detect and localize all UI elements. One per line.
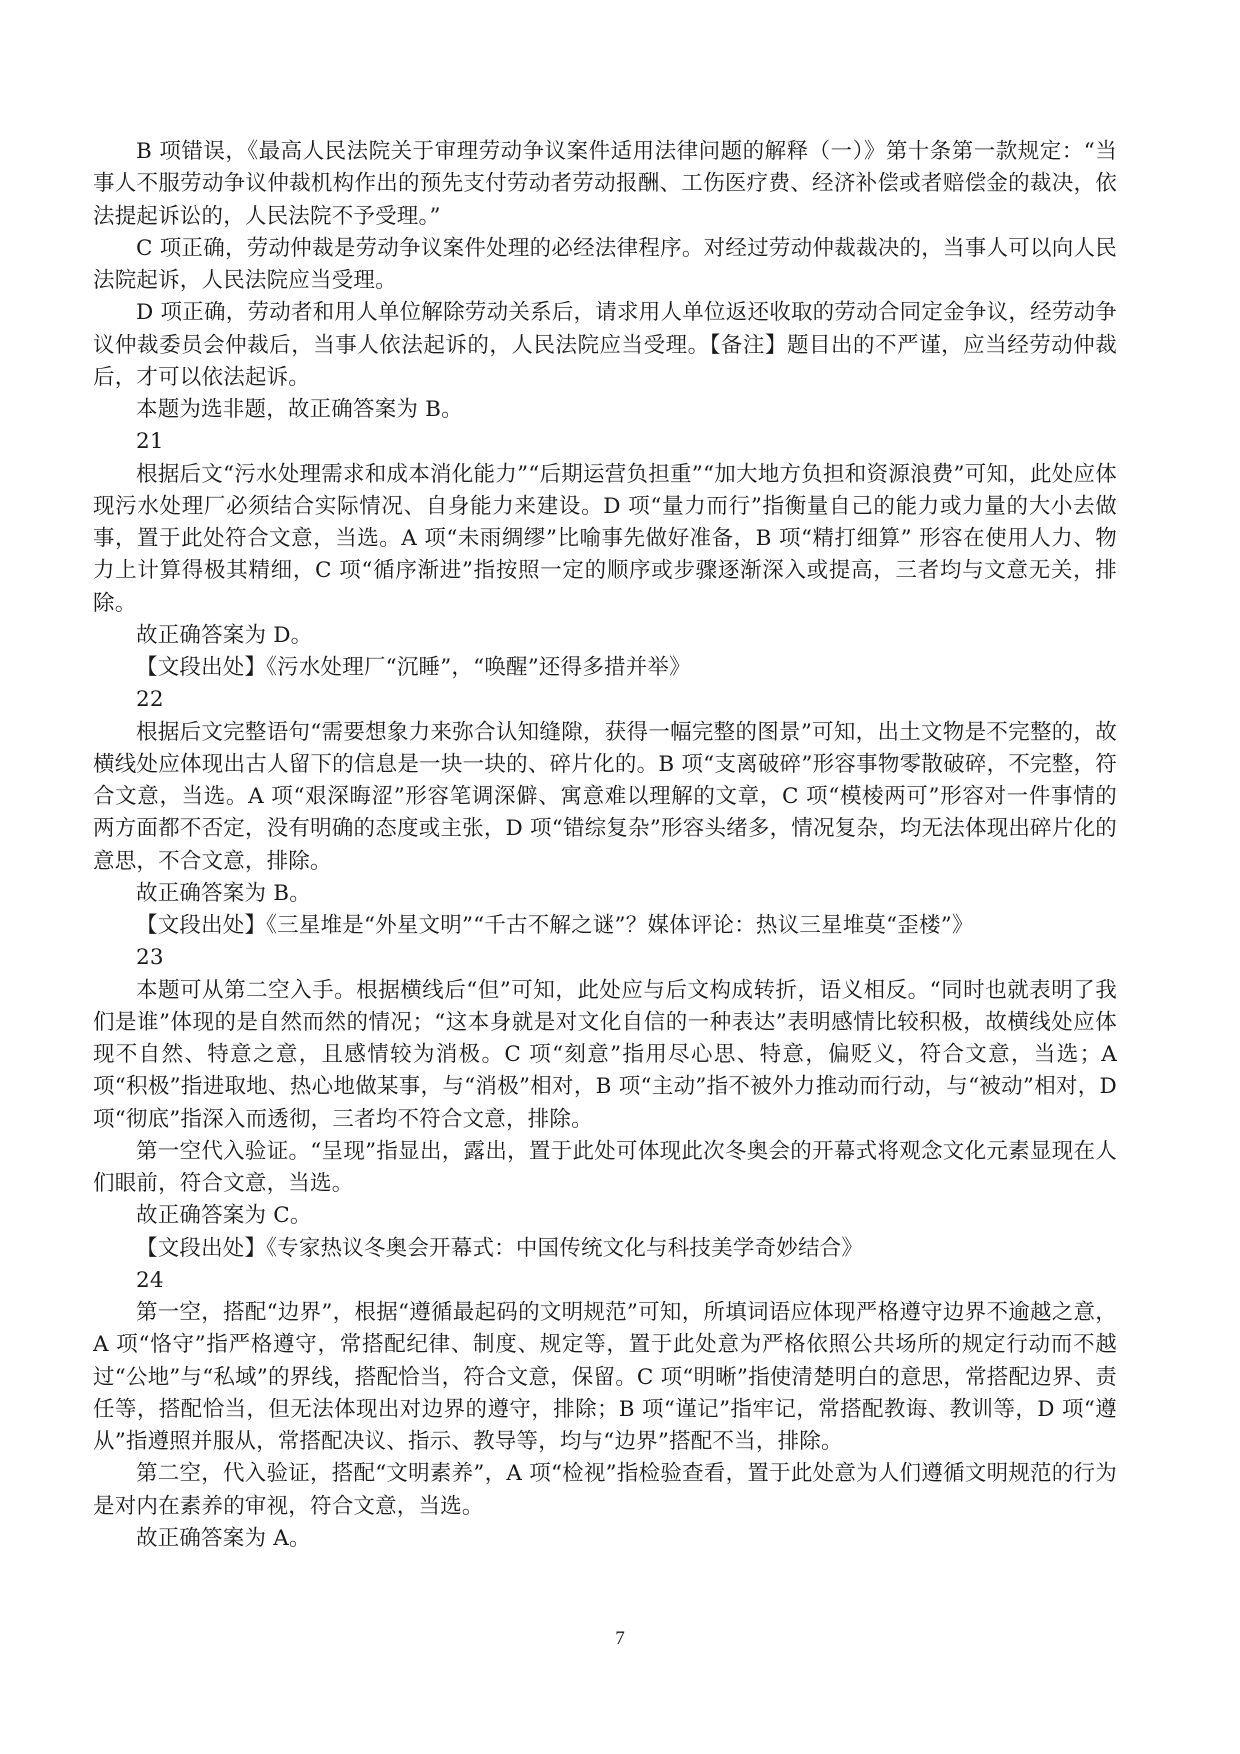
paragraph-c-correct: C 项正确，劳动仲裁是劳动争议案件处理的必经法律程序。对经过劳动仲裁裁决的，当事人可以向人民法院起诉，人民法院应当受理。 [93,235,1117,293]
answer-24: 故正确答案为 A。 [136,1525,311,1551]
explanation-23-blank-1: 第一空代入验证。“呈现”指显出，露出，置于此处可体现此次冬奥会的开幕式将观念文化元素显现在人们眼前，符合文意，当选。 [93,1138,1117,1196]
source-22: 【文段出处】《三星堆是“外星文明”“千古不解之谜”？媒体评论：热议三星堆莫“歪楼”》 [136,913,974,938]
answer-21: 故正确答案为 D。 [136,622,313,648]
question-number-22: 22 [136,687,164,713]
question-number-23: 23 [136,945,164,971]
question-number-21: 21 [136,429,164,455]
answer-20: 本题为选非题，故正确答案为 B。 [136,397,463,422]
explanation-24-blank-1: 第一空，搭配“边界”，根据“遵循最起码的文明规范”可知，所填词语应体现严格遵守边界不逾越之意，A 项“恪守”指严格遵守，常搭配纪律、制度、规定等，置于此处意为严格依照公共场所的规定行动而不越过“公地”与“私域”的界线，搭配恰当，符合文意，保留。C 项“明晰”指使清楚明白的意思，常搭配边界、责任等，搭配恰当，但无法体现出对边界的遵守，排除；B 项“谨记”指牢记，常搭配教诲、教训等，D 项“遵从”指遵照并服从，常搭配决议、指示、教导等，均与“边界”搭配不当，排除。 [93,1300,1117,1454]
answer-23: 故正确答案为 C。 [136,1203,312,1229]
question-number-24: 24 [136,1267,164,1293]
document-body [93,136,1117,1555]
explanation-22: 根据后文完整语句“需要想象力来弥合认知缝隙，获得一幅完整的图景”可知，出土文物是不完整的，故横线处应体现出古人留下的信息是一块一块的、碎片化的。B 项“支离破碎”形容事物零散破碎，不完整，符合文意，当选。A 项“艰深晦涩”形容笔调深僻、寓意难以理解的文章，C 项“模棱两可”形容对一件事情的两方面都不否定，没有明确的态度或主张，D 项“错综复杂”形容头绪多，情况复杂，均无法体现出碎片化的意思，不合文意，排除。 [93,719,1117,874]
answer-22: 故正确答案为 B。 [136,880,311,906]
source-23: 【文段出处】《专家热议冬奥会开幕式：中国传统文化与科技美学奇妙结合》 [136,1235,864,1261]
source-21: 【文段出处】《污水处理厂“沉睡”，“唤醒”还得多措并举》 [136,655,691,680]
explanation-21: 根据后文“污水处理需求和成本消化能力”“后期运营负担重”“加大地方负担和资源浪费”可知，此处应体现污水处理厂必须结合实际情况、自身能力来建设。D 项“量力而行”指衡量自己的能力或力量的大小去做事，置于此处符合文意，当选。A 项“未雨绸缪”比喻事先做好准备，B 项“精打细算” 形容在使用人力、物力上计算得极其精细，C 项“循序渐进”指按照一定的顺序或步骤逐渐深入或提高，三者均与文意无关，排除。 [93,461,1117,616]
explanation-23-blank-2: 本题可从第二空入手。根据横线后“但”可知，此处应与后文构成转折，语义相反。“同时也就表明了我们是谁”体现的是自然而然的情况；“这本身就是对文化自信的一种表达”表明感情比较积极，故横线处应体现不自然、特意之意，且感情较为消极。C 项“刻意”指用尽心思、特意，偏贬义，符合文意，当选；A 项“积极”指进取地、热心地做某事，与“消极”相对，B 项“主动”指不被外力推动而行动，与“被动”相对，D 项“彻底”指深入而透彻，三者均不符合文意，排除。 [93,977,1117,1132]
paragraph-b-wrong: B 项错误，《最高人民法院关于审理劳动争议案件适用法律问题的解释（一）》第十条第一款规定：“当事人不服劳动争议仲裁机构作出的预先支付劳动者劳动报酬、工伤医疗费、经济补偿或者赔偿金的裁决，依法提起诉讼的，人民法院不予受理。” [93,139,1117,229]
explanation-24-blank-2: 第二空，代入验证，搭配“文明素养”，A 项“检视”指检验查看，置于此处意为人们遵循文明规范的行为是对内在素养的审视，符合文意，当选。 [93,1461,1117,1519]
paragraph-d-correct: D 项正确，劳动者和用人单位解除劳动关系后，请求用人单位返还收取的劳动合同定金争议，经劳动争议仲裁委员会仲裁后，当事人依法起诉的，人民法院应当受理。【备注】题目出的不严谨，应当经劳动仲裁后，才可以依法起诉。 [93,300,1117,390]
page-number: 7 [615,1628,625,1649]
